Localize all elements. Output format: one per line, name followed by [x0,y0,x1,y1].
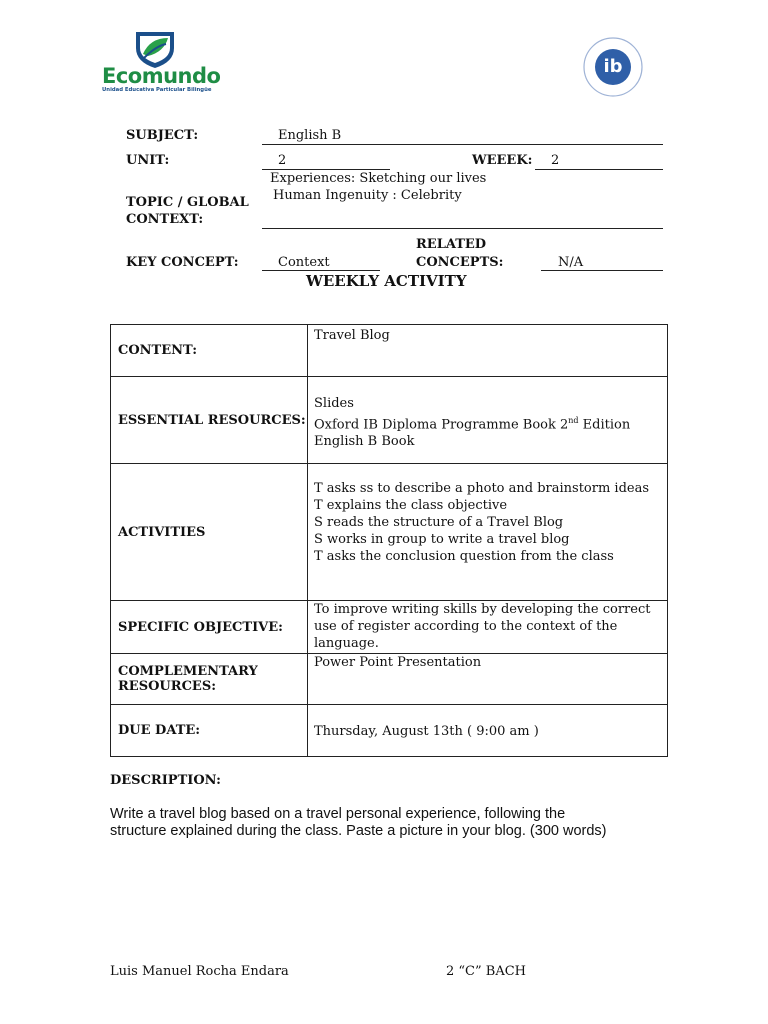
activity-item: T asks the conclusion question from the class [314,549,614,564]
activities-label: ACTIVITIES [111,464,308,601]
weekly-activity-table [110,324,668,757]
key-concept-underline [262,270,380,271]
unit-label: UNIT: [126,153,170,168]
description-label: DESCRIPTION: [110,773,221,788]
table-row-complementary [111,654,668,705]
resources-line-2 [314,412,661,433]
activity-item: S works in group to write a travel blog [314,532,570,547]
unit-value: 2 [278,153,287,168]
resources-edition-word: Edition [578,417,631,433]
topic-value-2: Human Ingenuity : Celebrity [273,188,462,203]
activity-item: T asks ss to describe a photo and brainstorm ideas [314,481,650,496]
key-concept-label: KEY CONCEPT: [126,255,239,270]
subject-underline [262,144,663,145]
table-row-content [111,325,668,377]
complementary-label [111,654,308,705]
week-label: WEEEK: [472,153,533,168]
ecomundo-logo [100,28,221,96]
objective-line: use of register according to the context of the [314,619,618,634]
subject-value: English B [278,128,342,143]
subject-label: SUBJECT: [126,128,199,143]
complementary-label-line-1: COMPLEMENTARY [118,664,258,679]
due-date-value: Thursday, August 13th ( 9:00 am ) [308,705,668,757]
topic-value-1: Experiences: Sketching our lives [270,171,487,186]
objective-cell [308,601,668,654]
table-row-activities [111,464,668,601]
ib-wordmark: ib [603,56,623,77]
ib-logo [582,36,644,98]
resources-line-3: English B Book [314,434,415,450]
unit-underline [262,169,390,170]
topic-label-2: CONTEXT: [126,212,204,227]
weekly-activity-title: WEEKLY ACTIVITY [306,272,467,290]
objective-label: SPECIFIC OBJECTIVE: [111,601,308,654]
ecomundo-emblem-icon [100,28,216,68]
description-line-1: Write a travel blog based on a travel personal experience, following the [110,806,566,822]
table-row-resources [111,377,668,464]
objective-line: To improve writing skills by developing the correct [314,602,651,617]
resources-edition-sup: nd [568,416,579,425]
week-value: 2 [551,153,560,168]
related-label-2: CONCEPTS: [416,255,504,270]
resources-book-title: Oxford IB Diploma Programme Book 2 [314,417,569,433]
topic-label-1: TOPIC / GLOBAL [126,195,249,210]
ecomundo-tagline: Unidad Educativa Particular Bilingüe [102,87,212,93]
table-row-objective [111,601,668,654]
footer-teacher-name: Luis Manuel Rocha Endara [110,964,289,979]
description-text [110,806,670,840]
complementary-value: Power Point Presentation [308,654,668,705]
related-value: N/A [558,255,584,270]
key-concept-value: Context [278,255,330,270]
objective-line: language. [314,636,379,651]
ecomundo-wordmark: Ecomundo [102,64,221,88]
activities-cell [308,464,668,601]
week-underline [535,169,663,170]
related-underline [541,270,663,271]
table-row-due-date [111,705,668,757]
activity-item: T explains the class objective [314,498,508,513]
description-line-2: structure explained during the class. Paste a picture in your blog. (300 words) [110,823,607,839]
complementary-label-line-2: RESOURCES: [118,679,217,694]
topic-underline [262,228,663,229]
resources-label: ESSENTIAL RESOURCES: [111,377,308,464]
resources-line-1: Slides [314,396,354,411]
resources-cell [308,377,668,464]
due-date-label: DUE DATE: [111,705,308,757]
content-label: CONTENT: [111,325,308,377]
related-label-1: RELATED [416,237,487,252]
content-value: Travel Blog [308,325,668,377]
activity-item: S reads the structure of a Travel Blog [314,515,564,530]
footer-course: 2 “C” BACH [446,964,526,979]
